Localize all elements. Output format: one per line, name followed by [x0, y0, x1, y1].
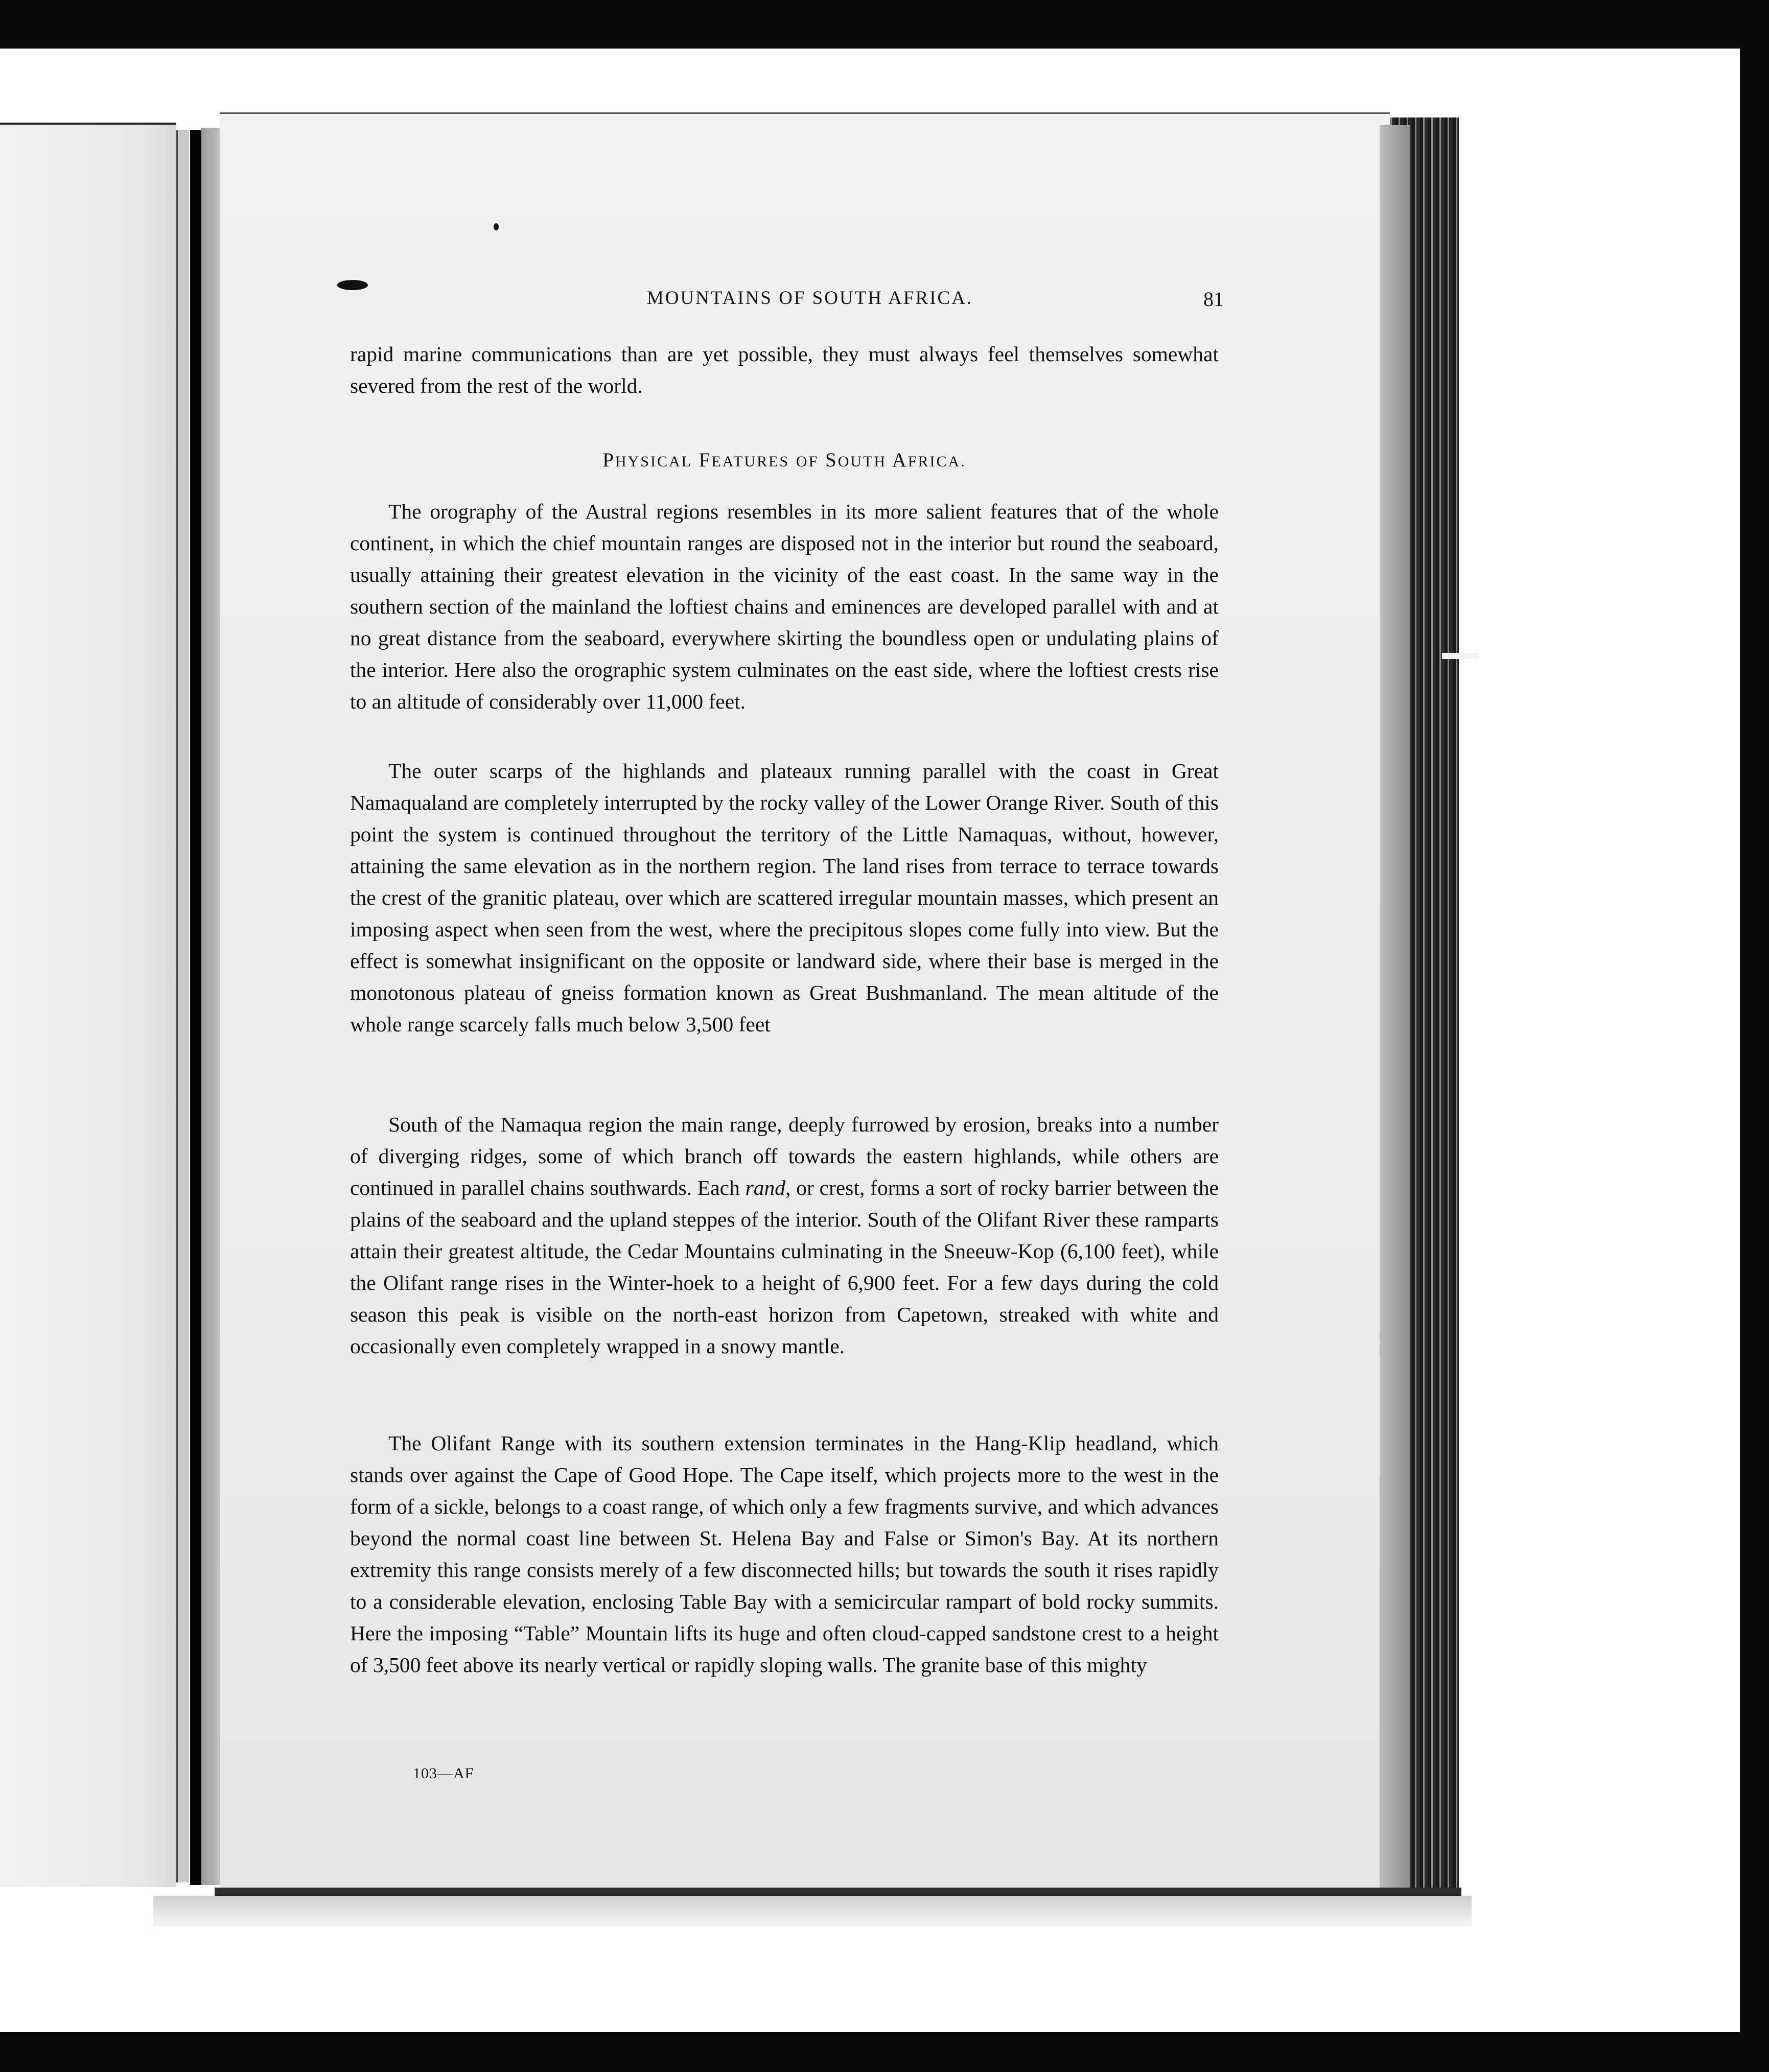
running-head: MOUNTAINS OF SOUTH AFRICA.: [646, 288, 973, 309]
scan-top-border: [0, 0, 1769, 49]
page-fore-edge: [1380, 125, 1410, 1893]
page-bottom-edge: [215, 1888, 1461, 1896]
printer-signature: 103—AF: [413, 1765, 474, 1782]
left-page: [0, 123, 176, 1887]
page-bottom-shadow: [153, 1896, 1472, 1926]
continuation-paragraph: rapid marine communications than are yet possible, they must always feel themselves somewhat severed from the rest of the world.: [350, 342, 1219, 397]
paragraph-orography: The orography of the Austral regions resembles in its more salient features that of the whole continent, in which the chief mountain ranges are disposed not in the interior but round the seaboard, usually attaining their greatest elevation in the vicinity of the east coast. In the same way in the southern section of the mainland the loftiest chains and eminences are developed parallel with and at no great distance from the seaboard, everywhere skirting the boundless open or undulating plains of the interior. Here also the orographic system culminates on the east side, where the loftiest crests rise to an altitude of considerably over 11,000 feet.: [350, 500, 1219, 713]
section-heading: PHYSICAL FEATURES OF SOUTH AFRICA.: [602, 449, 966, 471]
paragraph-outer-scarps: The outer scarps of the highlands and plateaux running parallel with the coast in Great Namaqualand are completely interrupted by the rocky valley of the Lower Orange River. South of this point the system is continued throughout the territory of the Little Namaquas, without, however, attaining the same elevation as in the northern region. The land rises from terrace to terrace towards the crest of the granitic plateau, over which are scattered irregular mountain masses, which present an imposing aspect when seen from the west, where the precipitous slopes come fully into view. But the effect is somewhat insignificant on the opposite or landward side, where their base is merged in the monotonous plateau of gneiss formation known as Great Bushmanland. The mean altitude of the whole range scarcely falls much below 3,500 feet: [350, 759, 1219, 1036]
scan-bottom-border: [0, 2032, 1769, 2072]
paragraph-namaqua-region: South of the Namaqua region the main range, deeply furrowed by erosion, breaks into a number of diverging ridges, some of which branch off towards the eastern highlands, while others are continued in parallel chains southwards. Each rand, or crest, forms a sort of rocky barrier between the plains of the seaboard and the upland steppes of the interior. South of the Olifant River these ramparts attain their greatest altitude, the Cedar Mountains culminating in the Sneeuw-Kop (6,100 feet), while the Olifant range rises in the Winter-hoek to a height of 6,900 feet. For a few days during the cold season this peak is visible on the north-east horizon from Capetown, streaked with white and occasionally even completely wrapped in a snowy mantle.: [350, 1113, 1219, 1358]
italic-term: rand,: [745, 1176, 791, 1199]
scan-right-border: [1740, 0, 1769, 2072]
fore-edge-mark: [1442, 653, 1479, 659]
book-gutter: [190, 130, 201, 1885]
paragraph-olifant-range: The Olifant Range with its southern extension terminates in the Hang-Klip headland, which stands over against the Cape of Good Hope. The Cape itself, which projects more to the west in the form of a sickle, belongs to a coast range, of which only a few fragments survive, and which advances beyond the normal coast line between St. Helena Bay and False or Simon's Bay. At its northern extremity this range consists merely of a few disconnected hills; but towards the south it rises rapidly to a considerable elevation, enclosing Table Bay with a semicircular rampart of bold rocky summits. Here the imposing “Table” Mountain lifts its huge and often cloud-capped sandstone crest to a height of 3,500 feet above its nearly vertical or rapidly sloping walls. The granite base of this mighty: [350, 1431, 1219, 1677]
left-page-edge: [176, 130, 189, 1882]
ink-smudge: [337, 280, 368, 290]
page-number: 81: [1203, 288, 1224, 311]
ink-dot: [494, 223, 499, 230]
